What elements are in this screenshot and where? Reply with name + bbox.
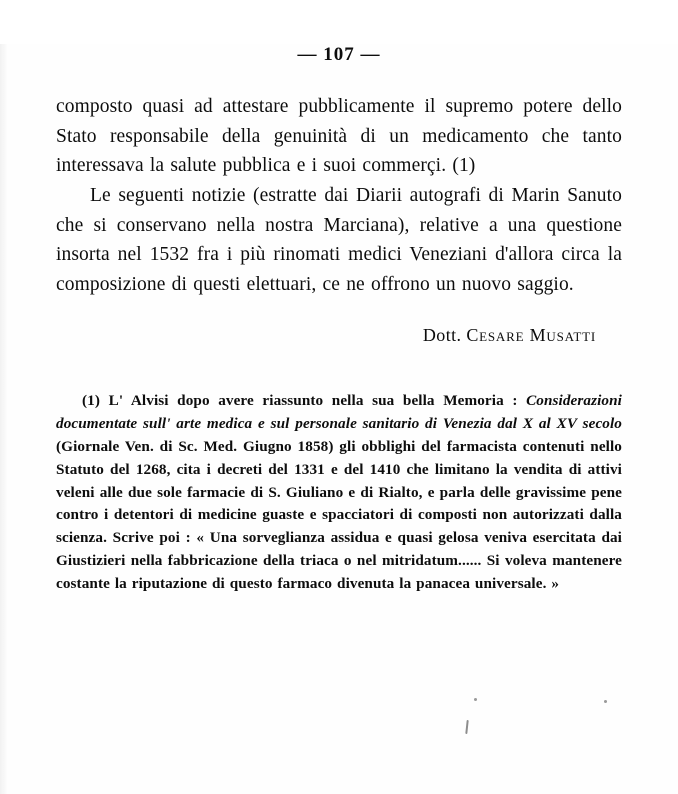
footnote-seg-2-italic: Considerazioni documentate sull' arte medica e sul personale sanitario di Venezia dal X al XV secolo <box>56 392 622 433</box>
scan-speck-icon <box>604 700 607 703</box>
author-signature <box>56 325 596 346</box>
scan-mark-icon <box>465 720 468 734</box>
footnote-1 <box>56 390 622 595</box>
footnote-seg-3: (Giornale Ven. di Sc. Med. Giugno 1858) gli obblighi del farmacista contenuti nello Statuto del 1268, cita i decreti del 1331 e del 1410 che limitano la vendita di attivi veleni alle due sole farmacie di S. Giuliano e di Rialto, e parla delle gravissime pene contro i detentori di medicine guaste e spacciatori di composti non autorizzati dalla scienza. Scrive poi : « Una sorveglianza assidua e quasi gelosa veniva esercitata dai Giustizieri nella fabbricazione della triaca o nel mitridatum...... Si voleva mantenere costante la riputazione di questo farmaco divenuta la panacea universale. » <box>56 437 622 592</box>
signature-name: Cesare Musatti <box>466 325 596 346</box>
footnote-marker: (1) <box>82 392 101 410</box>
footnote-block <box>56 390 622 595</box>
signature-title: Dott. <box>422 325 462 346</box>
paragraph-2: Le seguenti notizie (estratte dai Diarii autografi di Marin Sanuto che si conservano nella nostra Marciana), relative a una questione insorta nel 1532 fra i più rinomati medici Veneziani d'allora circa la composizione di questi elettuari, ce ne offrono un nuovo saggio. <box>56 184 622 295</box>
page-edge-shadow <box>0 44 8 794</box>
page-number: — 107 — <box>297 44 381 65</box>
footnote-seg-1: L' Alvisi dopo avere riassunto nella sua bella Memoria : <box>100 392 527 410</box>
scan-speck-icon <box>474 698 477 701</box>
body-text <box>56 92 622 299</box>
document-page <box>0 44 678 794</box>
paragraph-1: composto quasi ad attestare pubblicamente il supremo potere dello Stato responsabile della genuinità di un medicamento che tanto interessava la salute pubblica e i suoi commerçi. (1) <box>56 96 622 177</box>
